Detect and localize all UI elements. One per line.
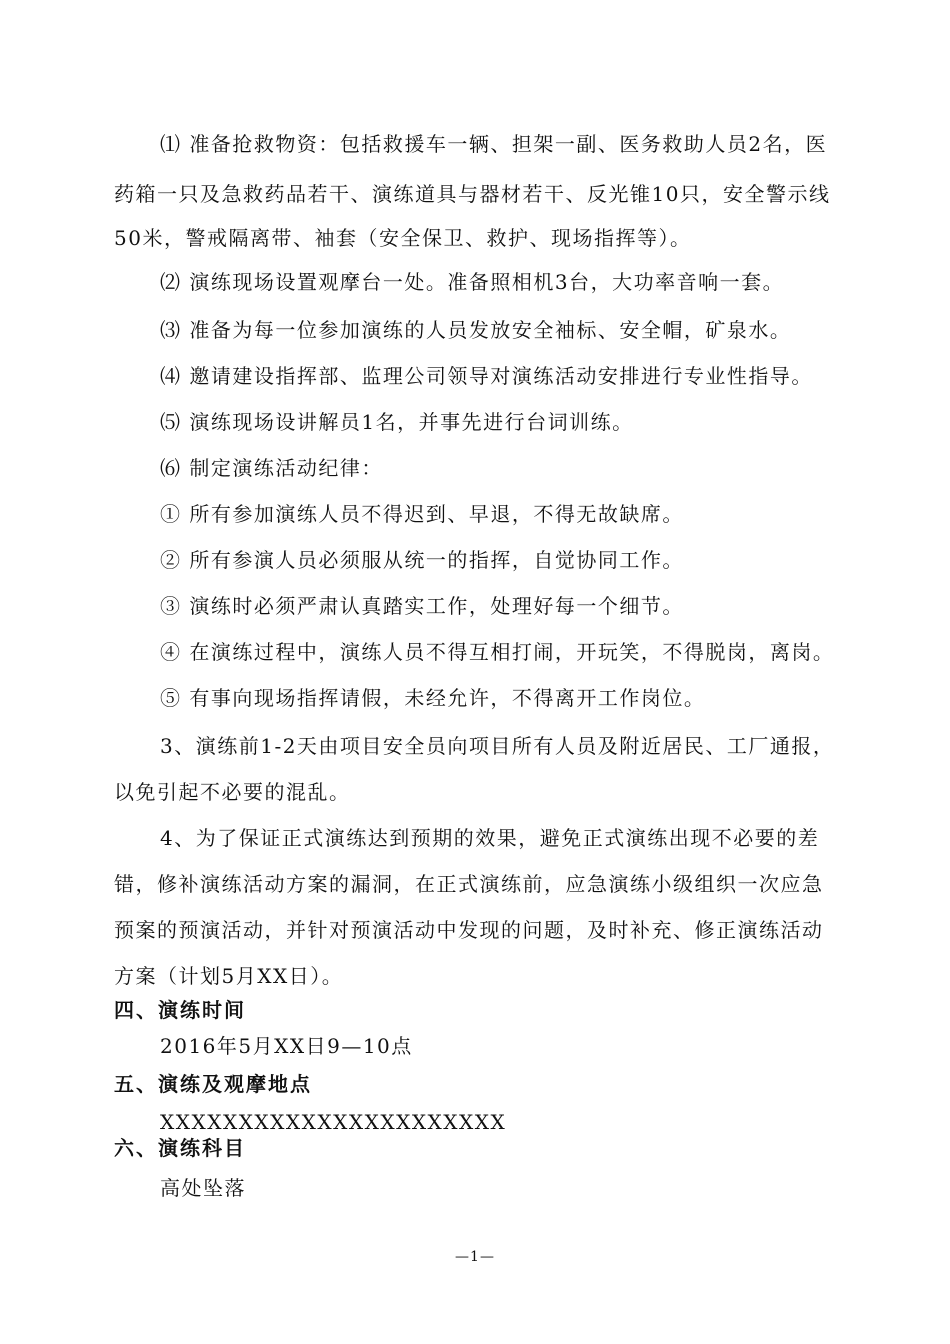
drill-location-value: XXXXXXXXXXXXXXXXXXXXXX — [160, 1110, 507, 1134]
material-prep-line-1: ⑴ 准备抢救物资：包括救援车一辆、担架一副、医务救助人员2名，医 — [160, 132, 828, 156]
discipline-rule-3: ③ 演练时必须严肃认真踏实工作，处理好每一个细节。 — [160, 594, 684, 618]
drill-time-value: 2016年5月XX日9—10点 — [160, 1034, 413, 1058]
narrator-item: ⑸ 演练现场设讲解员1名，并事先进行台词训练。 — [160, 410, 634, 434]
section-heading-drill-location: 五、演练及观摩地点 — [114, 1072, 312, 1096]
rehearsal-paragraph-line-3: 预案的预演活动，并针对预演活动中发现的问题，及时补充、修正演练活动 — [114, 918, 824, 942]
section-heading-drill-time: 四、演练时间 — [114, 998, 246, 1022]
drill-subject-value: 高处坠落 — [160, 1176, 246, 1200]
discipline-heading: ⑹ 制定演练活动纪律： — [160, 456, 383, 480]
discipline-rule-1: ① 所有参加演练人员不得迟到、早退，不得无故缺席。 — [160, 502, 684, 526]
guidance-invitation-item: ⑷ 邀请建设指挥部、监理公司领导对演练活动安排进行专业性指导。 — [160, 364, 813, 388]
observation-platform-item: ⑵ 演练现场设置观摩台一处。准备照相机3台，大功率音响一套。 — [160, 270, 785, 294]
section-heading-drill-subject: 六、演练科目 — [114, 1136, 246, 1160]
safety-gear-item: ⑶ 准备为每一位参加演练的人员发放安全袖标、安全帽，矿泉水。 — [160, 318, 792, 342]
notification-paragraph-line-2: 以免引起不必要的混乱。 — [114, 780, 351, 804]
page-number: —1— — [455, 1249, 495, 1265]
discipline-rule-5: ⑤ 有事向现场指挥请假，未经允许，不得离开工作岗位。 — [160, 686, 706, 710]
rehearsal-paragraph-line-1: 4、为了保证正式演练达到预期的效果，避免正式演练出现不必要的差 — [160, 826, 820, 850]
discipline-rule-4: ④ 在演练过程中，演练人员不得互相打闹，开玩笑，不得脱岗，离岗。 — [160, 640, 835, 664]
material-prep-line-3: 50米，警戒隔离带、袖套（安全保卫、救护、现场指挥等）。 — [114, 226, 692, 250]
notification-paragraph-line-1: 3、演练前1-2天由项目安全员向项目所有人员及附近居民、工厂通报， — [160, 734, 835, 758]
material-prep-line-2: 药箱一只及急救药品若干、演练道具与器材若干、反光锥10只，安全警示线 — [114, 182, 831, 206]
rehearsal-paragraph-line-2: 错，修补演练活动方案的漏洞，在正式演练前，应急演练小级组织一次应急 — [114, 872, 824, 896]
rehearsal-paragraph-line-4: 方案（计划5月XX日）。 — [114, 964, 344, 988]
discipline-rule-2: ② 所有参演人员必须服从统一的指挥，自觉协同工作。 — [160, 548, 684, 572]
